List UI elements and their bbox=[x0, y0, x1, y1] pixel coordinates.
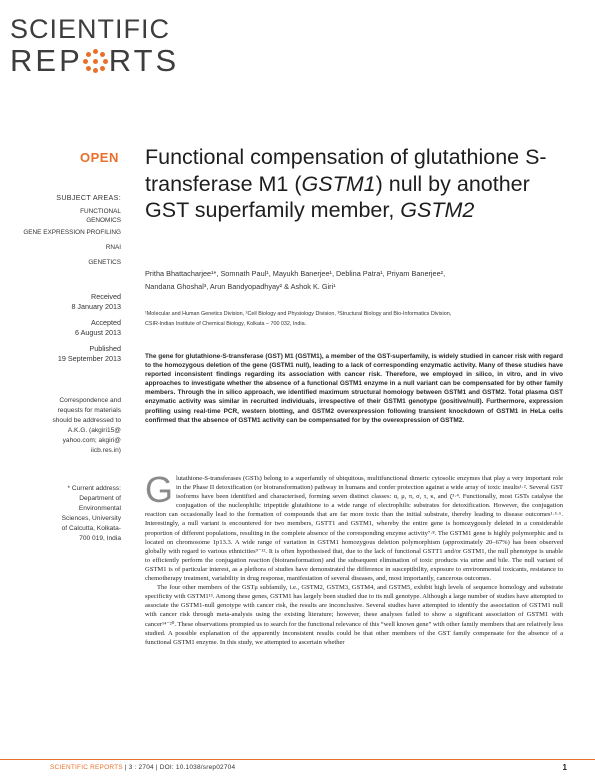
published-date: 19 September 2013 bbox=[57, 353, 121, 363]
body-paragraph: The four other members of the GSTμ subfamily, i.e., GSTM2, GSTM3, GSTM4, and GSTM5, exhibit high levels of sequence homology and substrate specificity with GSTM1¹³. Among these genes, GSTM1 has largely been studied due to its null genotype. Although a large number of studies have attempted to associate the GSTM1-null genotype with cancer risk, the results are inconclusive. Several studies have attempted to identify the association of GSTM1 null with cancer risk through meta-analysis using the existing literature; however, these analyses failed to show a significant association of GSTM1 with cancer¹⁴⁻²⁰. These observations prompted us to search for the functional relevance of this “well known gene” with other family members that are relatively less studied. A possible explanation of the apparently inconsistent results could be that other members of the GST family compensate for the absence of a functional GSTM1 enzyme. In this study, we attempted to ascertain whether bbox=[145, 584, 563, 646]
dates-block bbox=[58, 292, 121, 363]
subject-area-link[interactable]: GENE EXPRESSION PROFILING bbox=[23, 229, 121, 236]
accepted-date: 6 August 2013 bbox=[75, 327, 121, 337]
current-address-note: * Current address: Department of Environmental Sciences, University of Calcutta, Kolkata-700 019, India bbox=[61, 485, 121, 542]
subject-areas-heading: SUBJECT AREAS: bbox=[56, 193, 121, 202]
subject-area-link[interactable]: GENETICS bbox=[88, 259, 121, 266]
received-label: Received bbox=[91, 292, 121, 301]
drop-cap: G bbox=[145, 469, 174, 510]
page-number: 1 bbox=[562, 763, 567, 772]
journal-logo bbox=[10, 14, 230, 84]
correspondence-note: Correspondence and requests for materials should be addressed to A.K.G. (akgiri15@ yahoo.com; akgiri@ iicb.res.in) bbox=[52, 397, 121, 454]
body-text bbox=[145, 469, 563, 647]
article-title: Functional compensation of glutathione S-transferase M1 (GSTM1) null by another GST superfamily member, GSTM2 bbox=[145, 145, 547, 222]
logo-dots-icon bbox=[84, 49, 108, 73]
received-date: 8 January 2013 bbox=[71, 301, 121, 311]
footer-divider bbox=[0, 759, 595, 760]
subject-area-link[interactable]: FUNCTIONAL GENOMICS bbox=[80, 208, 121, 224]
subject-areas bbox=[23, 193, 121, 267]
published-label: Published bbox=[89, 344, 121, 353]
body-paragraph: Glutathione-S-transferases (GSTs) belong to a superfamily of ubiquitous, multifunctional dimeric cytosolic enzymes that play a very important role in the Phase II detoxification (or biotransformation) pathway in humans and confer protection against a wide array of toxic insults¹·². Several GST isoforms have been identified and characterised, forming seven distinct classes: α, μ, π, σ, τ, κ, and ζ³·⁴. Functionally, most GSTs catalyse the conjugation of the nucleophilic tripeptide glutathione to a wide range of electrophilic substrates for detoxification. However, the conjugation reaction can occasionally lead to the formation of compounds that are far more toxic than the initial substrate, thereby leading to disease outcomes¹·⁵·⁶. Interestingly, a null variant is encountered for two members, GSTT1 and GSTM1, whereby the entire gene is homozygously deleted in a considerable proportion of different populations, resulting in the complete absence of the corresponding enzyme activity⁷·⁸. The GSTM1 gene is highly polymorphic and is located on chromosome 1p13.3. A wide range of variation in GSTM1 homozygous deletion polymorphism (approximately 20–67%) has been observed globally with regard to various ethnicities⁹⁻¹². It is often hypothesised that, due to the lack of functional GSTT1 and/or GSTM1, the null phenotype is unable to efficiently perform the conjugation reaction (biotransformation) and the subsequent elimination of toxic products via urine and bile. The null variant of GSTM1 is of particular interest, as a plethora of studies have demonstrated the difference in susceptibility, exposure to environmental toxicants, resistance to chemotherapy treatment, variability in drug response, manifestation of several diseases, and, most importantly, cancerous outcomes. bbox=[145, 469, 563, 583]
abstract: The gene for glutathione-S-transferase (GST) M1 (GSTM1), a member of the GST-superfamily, is widely studied in cancer risk with regard to the homozygous deletion of the gene (GSTM1 null), leading to a lack of corresponding enzymatic activity. Many of these studies have reported inconsistent findings regarding its association with cancer risk. Therefore, we employed in silico, in vitro, and in vivo approaches to investigate whether the absence of a functional GSTM1 enzyme in a null variant can be compensated for by other family members. Through the in silico approach, we identified maximum structural homology between GSTM1 and GSTM2. Total plasma GST enzymatic activity was similar in recruited individuals, irrespective of their GSTM1 genotype (positive/null). Furthermore, expression profiling using real-time PCR, western blotting, and GSTM2 overexpression following transient knockdown of GSTM1 in HeLa cells confirmed that the absence of GSTM1 activity can be compensated for by the overexpression of GSTM2. bbox=[145, 353, 563, 424]
affiliations: ¹Molecular and Human Genetics Division, ²Cell Biology and Physiology Division, ³Structural Biology and Bio-Informatics Division, CSIR-Indian Institute of Chemical Biology, Kolkata – 700 032, India. bbox=[145, 311, 452, 327]
logo-line-1: SCIENTIFIC bbox=[10, 14, 171, 44]
subject-area-link[interactable]: RNAI bbox=[105, 244, 121, 251]
footer-citation: SCIENTIFIC REPORTS | 3 : 2704 | DOI: 10.1038/srep02704 bbox=[50, 764, 236, 771]
author-list: Pritha Bhattacharjee¹*, Somnath Paul¹, Mayukh Banerjee¹, Deblina Patra¹, Priyam Banerjee², Nandana Ghoshal³, Arun Bandyopadhyay² & Ashok K. Giri¹ bbox=[145, 269, 446, 291]
logo-line-2: REP RTS bbox=[10, 43, 180, 78]
open-access-label: OPEN bbox=[80, 150, 119, 165]
accepted-label: Accepted bbox=[91, 318, 121, 327]
